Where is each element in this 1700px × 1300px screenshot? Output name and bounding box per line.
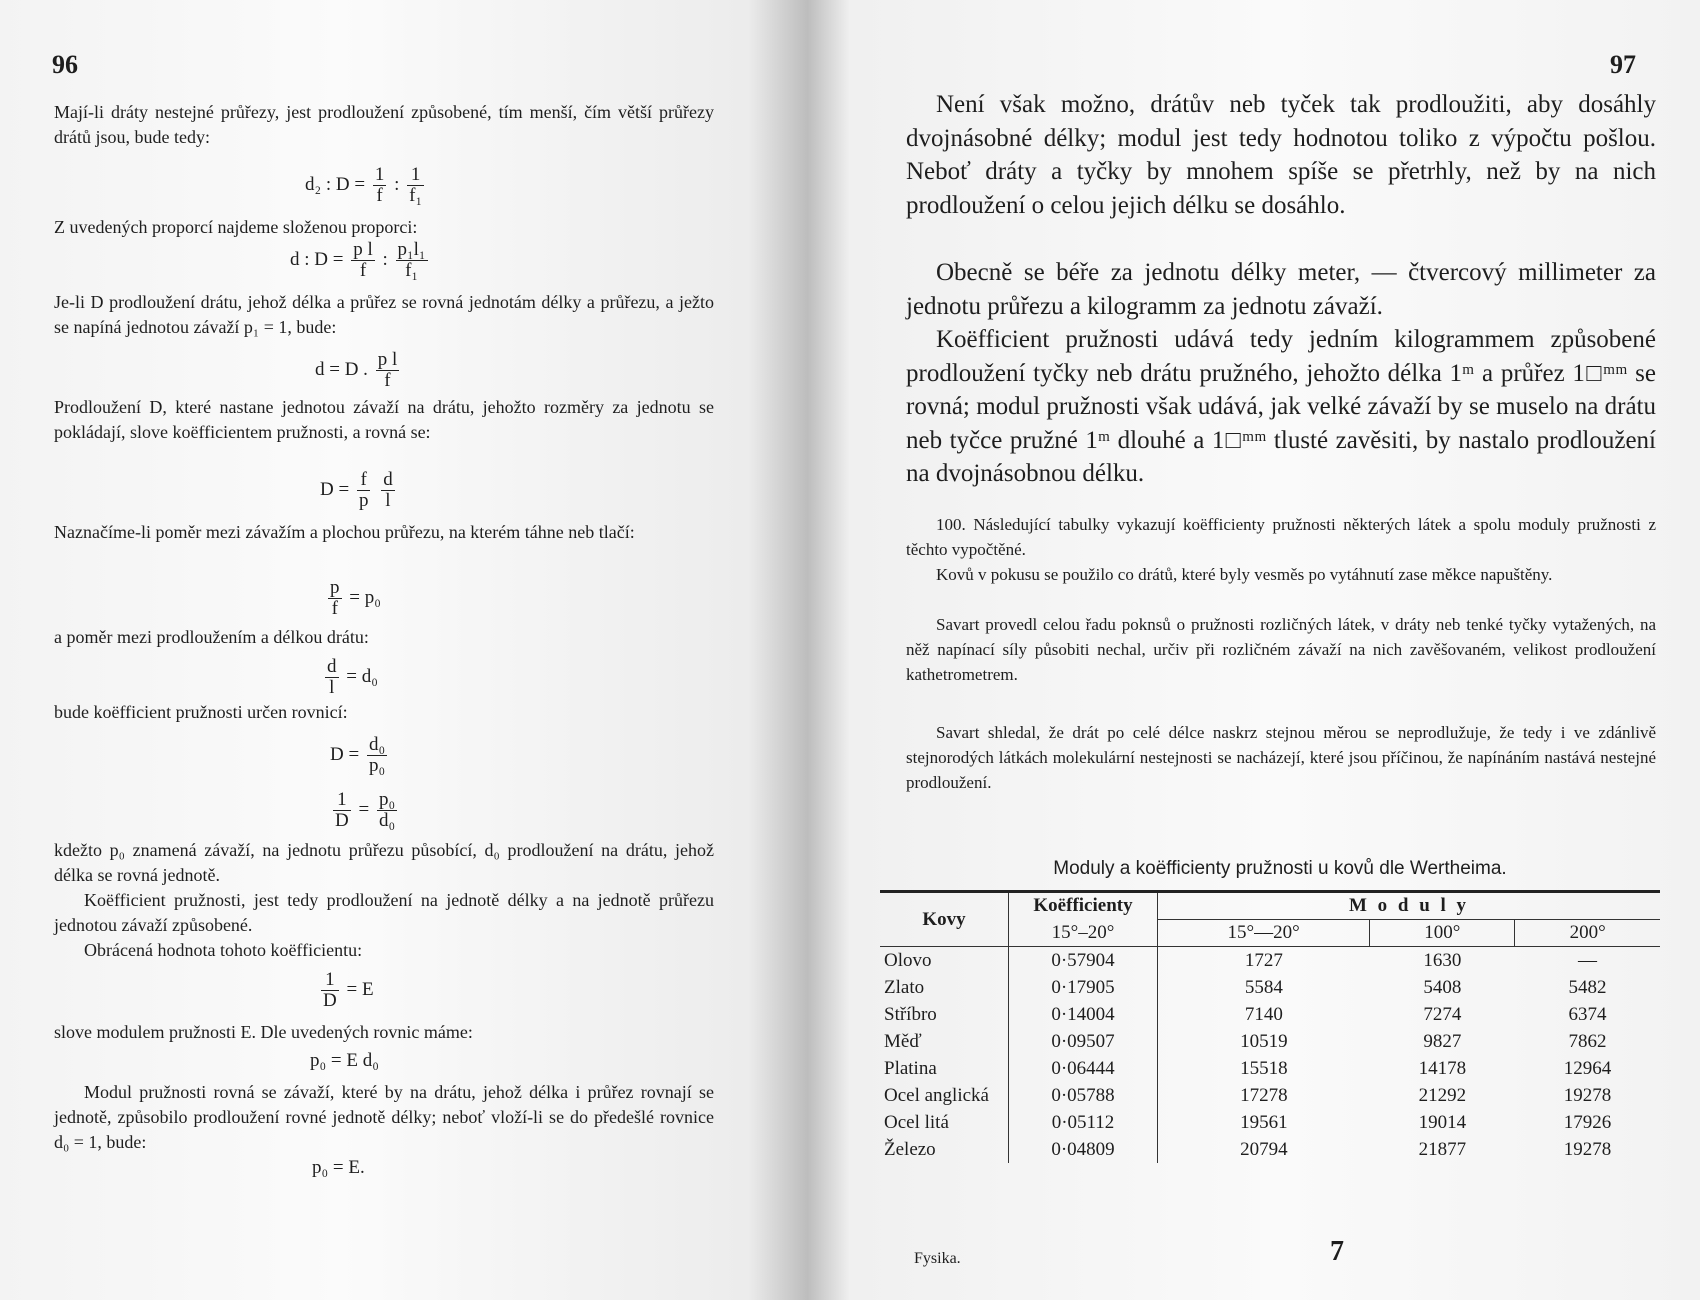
signature-mark: 7	[1330, 1236, 1344, 1267]
equation: $\frac{1}{D}$ = $\frac{\text{p₀}}{\text{d₀}}$	[335, 789, 396, 831]
right-page	[860, 0, 1700, 1300]
equation: D = $\frac{f}{p}$ $\frac{d}{l}$	[320, 469, 393, 511]
page-number: 96	[52, 50, 78, 79]
paragraph: a poměr mezi prodloužením a délkou drátu:	[54, 627, 369, 647]
table-row: Stříbro 0·14004 7140 7274 6374	[880, 1001, 1660, 1028]
paragraph: Koëfficient pružnosti udává tedy jedním kilogrammem způsobené prodloužení tyčky neb drátu pružného, jehožto délka 1ᵐ a průřez 1□ᵐᵐ se rovná; modul pružnosti však udává, jak velké závaží by se muselo na drátu neb tyčce pružné 1ᵐ dlouhé a 1□ᵐᵐ tlusté zavěsiti, by nastalo prodloužení na dvojnásobnou délku.	[906, 326, 1656, 487]
equation: p₀ = E.	[312, 1157, 365, 1178]
header-coef-temp: 15°–20°	[1009, 920, 1158, 947]
table-caption: Moduly a koëfficienty pružnosti u kovů dle Wertheima.	[1053, 858, 1507, 879]
equation: $\frac{d}{l}$ = d₀	[327, 656, 378, 698]
paragraph: 100. Následující tabulky vykazují koëfficienty pružnosti některých látek a spolu moduly pružnosti z těchto vypočtěné.	[906, 515, 1656, 559]
header-metals: Kovy	[880, 892, 1009, 947]
header-coefficients: Koëfficienty	[1009, 892, 1158, 920]
equation: $\frac{p}{f}$ = p₀	[330, 577, 381, 619]
paragraph: Savart shledal, že drát po celé délce naskrz stejnou měrou se neprodlužuje, že tedy i ve zdánlivě stejnorodých látkách molekulární nestejnosti se nacházejí, které jsou příčinou, že napínáním nastává nestejné prodloužení.	[906, 723, 1656, 792]
equation: d₂ : D = $\frac{1}{f}$ : $\frac{1}{\text{f₁}}$	[305, 164, 423, 206]
paragraph: Není však možno, drátův neb tyček tak prodloužiti, aby dosáhly dvojnásobné délky; modul jest tedy hodnotou toliko z výpočtu pošlou. Neboť dráty a tyčky by mnohem spíše se přetrhly, než by na nich prodloužení o celou jejich délku se dosáhlo.	[906, 91, 1656, 219]
paragraph: Obecně se béře za jednotu délky meter, — čtvercový millimeter za jednotu průřezu a kilogramm za jednotu závaží.	[906, 259, 1656, 320]
paragraph: Modul pružnosti rovná se závaží, které by na drátu, jehož délka i průřez rovnají se jednotě, způsobilo prodloužení rovné jednotě délky; neboť vloží-li se do předešlé rovnice d₀ = 1, bude:	[54, 1082, 714, 1152]
table-row: Měď 0·09507 10519 9827 7862	[880, 1028, 1660, 1055]
header-moduli: M o d u l y	[1158, 892, 1661, 920]
equation: D = $\frac{\text{d₀}}{\text{p₀}}$	[330, 734, 386, 776]
equation: d = D . $\frac{\text{p l}}{f}$	[315, 349, 398, 391]
footer-title: Fysika.	[914, 1250, 961, 1267]
header-temp-2: 100°	[1370, 920, 1515, 947]
table-row: Platina 0·06444 15518 14178 12964	[880, 1055, 1660, 1082]
equation: p₀ = E d₀	[310, 1050, 379, 1071]
left-page	[0, 0, 780, 1300]
paragraph: Obrácená hodnota tohoto koëfficientu:	[84, 940, 363, 960]
header-temp-3: 200°	[1515, 920, 1660, 947]
table-row: Ocel litá 0·05112 19561 19014 17926	[880, 1109, 1660, 1136]
table-row: Železo 0·04809 20794 21877 19278	[880, 1136, 1660, 1163]
table-row: Olovo 0·57904 1727 1630 —	[880, 947, 1660, 975]
paragraph: Naznačíme-li poměr mezi závažím a plochou průřezu, na kterém táhne neb tlačí:	[54, 522, 635, 542]
paragraph: Koëfficient pružnosti, jest tedy prodloužení na jednotě délky a na jednotě průřezu jednotou závaží způsobené.	[54, 890, 714, 935]
page-number: 97	[1610, 50, 1636, 79]
paragraph: slove modulem pružnosti E. Dle uvedených rovnic máme:	[54, 1022, 473, 1042]
header-temp-1: 15°—20°	[1158, 920, 1370, 947]
table-row: Zlato 0·17905 5584 5408 5482	[880, 974, 1660, 1001]
equation: $\frac{1}{D}$ = E	[323, 969, 374, 1011]
paragraph: Kovů v pokusu se použilo co drátů, které byly vesměs po vytáhnutí zase měkce napuštěny.	[936, 565, 1553, 584]
paragraph: Je-li D prodloužení drátu, jehož délka a průřez se rovná jednotám délky a průřezu, a ježto se napíná jednotou závaží p₁ = 1, bude:	[54, 292, 714, 337]
paragraph: Savart provedl celou řadu poknsů o pružnosti rozličných látek, v dráty neb tenké tyčky vytažených, na něž napínací síly působiti nechal, určiv při rozličném závaží na nich zavěšovaném, velikost prodloužení kathetrometrem.	[906, 615, 1656, 684]
equation: d : D = $\frac{\text{p l}}{f}$ : $\frac{\text{p₁l₁}}{\text{f₁}}$	[290, 239, 426, 281]
paragraph: Z uvedených proporcí najdeme složenou proporci:	[54, 217, 418, 237]
table-header-row	[880, 892, 1660, 920]
elasticity-table	[880, 890, 1660, 1163]
table-row: Ocel anglická 0·05788 17278 21292 19278	[880, 1082, 1660, 1109]
paragraph: Mají-li dráty nestejné průřezy, jest prodloužení způsobené, tím menší, čím větší průřezy drátů jsou, bude tedy:	[54, 102, 714, 147]
paragraph: bude koëfficient pružnosti určen rovnicí:	[54, 702, 348, 722]
paragraph: Prodloužení D, které nastane jednotou závaží na drátu, jehožto rozměry za jednotu se pokládají, slove koëfficientem pružnosti, a rovná se:	[54, 397, 714, 442]
paragraph: kdežto p₀ znamená závaží, na jednotu průřezu působící, d₀ prodloužení na drátu, jehož délka se rovná jednotě.	[54, 840, 714, 885]
